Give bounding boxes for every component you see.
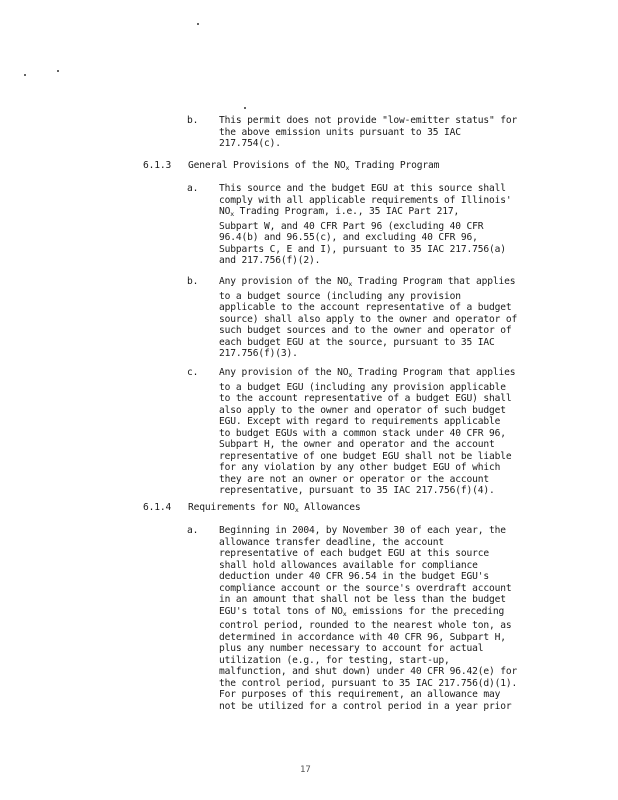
scan-speck [244, 107, 246, 109]
scan-speck [57, 70, 59, 72]
item-letter: a. [187, 183, 199, 194]
section-number: 6.1.4 [143, 502, 172, 513]
item-text: Any provision of the $NO_x$ Trading Program that applies to a budget EGU (including any provision applicable to the account representative of a budget EGU) shall also apply to the owner and operator of such budget EGU. Except with regard to requirements applicable to budget EGUs with a common stack under 40 CFR 96, Subpart H, the owner and operator and the account representative of one budget EGU shall not be liable for any violation by any other budget EGU of which they are not an owner or operator or the account representative, pursuant to 35 IAC 217.756(f)(4). [219, 367, 516, 496]
item-text: This permit does not provide "low-emitter status" for the above emission units pursuant to 35 IAC 217.754(c). [219, 115, 518, 149]
section-title: Requirements for $NO_x$ Allowances [188, 502, 361, 514]
scan-speck [24, 74, 26, 76]
item-letter: c. [187, 367, 199, 378]
section-number: 6.1.3 [143, 160, 172, 171]
item-letter: b. [187, 115, 199, 126]
item-text: Beginning in 2004, by November 30 of each year, the allowance transfer deadline, the account representative of each budget EGU at this source shall hold allowances available for compliance deduction under 40 CFR 96.54 in the budget EGU's compliance account or the source's overdraft account in an amount that shall not be less than the budget EGU's total tons of $NO_x$ emissions for the preceding control period, rounded to the nearest whole ton, as determined in accordance with 40 CFR 96, Subpart H, plus any number necessary to account for actual utilization (e.g., for testing, start-up, malfunction, and shut down) under 40 CFR 96.42(e) for the control period, pursuant to 35 IAC 217.756(d)(1). For purposes of this requirement, an allowance may not be utilized for a control period in a year prior [219, 525, 518, 712]
scan-speck [197, 23, 199, 25]
section-heading-6-1-4 [143, 502, 603, 516]
item-letter: a. [187, 525, 199, 536]
page-number: 17 [300, 765, 311, 775]
section-title: General Provisions of the $NO_x$ Trading Program [188, 160, 440, 172]
item-letter: b. [187, 276, 199, 287]
section-heading-6-1-3 [143, 160, 603, 174]
item-text: This source and the budget EGU at this source shall comply with all applicable requirements of Illinois' $NO_x$ Trading Program, i.e., 35 IAC Part 217, Subpart W, and 40 CFR Part 96 (excluding 40 CFR 96.4(b) and 96.55(c), and excluding 40 CFR 96, Subparts C, E and I), pursuant to 35 IAC 217.756(a) and 217.756(f)(2). [219, 183, 512, 266]
item-text: Any provision of the $NO_x$ Trading Program that applies to a budget source (including any provision applicable to the account representative of a budget source) shall also apply to the owner and operator of such budget sources and to the owner and operator of each budget EGU at the source, pursuant to 35 IAC 217.756(f)(3). [219, 276, 518, 359]
